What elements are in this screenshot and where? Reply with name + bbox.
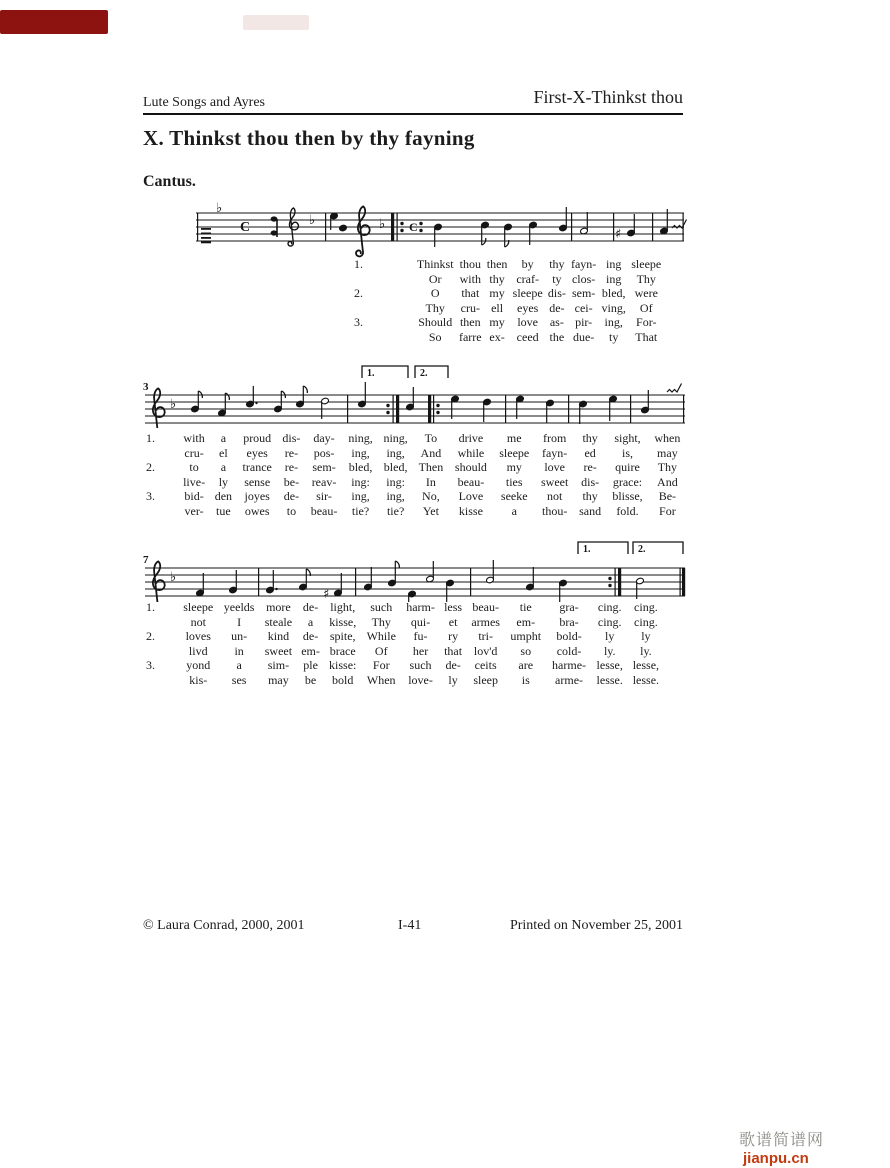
lyric-syllable: Thy (636, 271, 656, 286)
lyric-row (352, 286, 664, 301)
lyric-row (352, 301, 664, 316)
lyric-syllable: sim- (267, 658, 290, 672)
lyric-syllable: live- (183, 474, 206, 489)
lyric-syllable: thy (582, 489, 598, 503)
lyric-syllable: ing, (386, 489, 405, 503)
site-watermark-name: 歌谱简谱网 (739, 1132, 825, 1149)
lyric-syllable: a (220, 431, 227, 445)
lyric-row (144, 504, 686, 519)
lyric-syllable: Thinkst (416, 257, 454, 271)
lyric-syllable: In (425, 474, 436, 489)
lyric-syllable: should (454, 460, 487, 474)
lyric-syllable: dis- (581, 474, 600, 489)
lyric-syllable: a (236, 658, 242, 672)
lyric-syllable: livd (188, 643, 208, 658)
lyric-syllable: ly (641, 629, 651, 643)
lyric-syllable: ly. (640, 643, 652, 658)
lyric-syllable: lov'd (473, 643, 498, 658)
lyric-syllable: bled, (601, 286, 626, 300)
lyric-syllable: thou (459, 257, 481, 271)
sharp-icon: ♯ (323, 587, 330, 602)
lyric-syllable: sense (244, 474, 271, 489)
lyric-row (144, 431, 686, 446)
lyric-syllable: Of (374, 643, 388, 658)
lyric-syllable: yond (186, 658, 211, 672)
lyric-syllable: thou- (541, 503, 568, 518)
lyric-syllable: owes (244, 503, 270, 518)
verse-number (144, 615, 178, 630)
time-signature: C (409, 220, 418, 234)
flat-icon: ♭ (216, 201, 223, 216)
lyric-syllable: armes (471, 614, 500, 629)
lyric-syllable: ties (505, 474, 523, 489)
lyric-syllable: not (190, 614, 206, 629)
treble-clef-icon (356, 206, 370, 256)
lyric-syllable: that (461, 286, 480, 300)
lyric-syllable: qui- (410, 614, 431, 629)
lyric-syllable: by (521, 257, 534, 271)
lyric-syllable: No, (422, 489, 440, 503)
flat-icon: ♭ (309, 213, 316, 228)
lyric-syllable: bold (332, 672, 354, 687)
footer-printed-date: Printed on November 25, 2001 (509, 918, 683, 933)
lyric-row (144, 644, 664, 659)
verse-block-2 (144, 431, 686, 518)
lyric-syllable: seeke (500, 489, 528, 503)
lyric-syllable: de- (302, 600, 319, 614)
footer-copyright: © Laura Conrad, 2000, 2001 (143, 918, 305, 933)
lyric-syllable: love (517, 315, 538, 329)
verse-block-1 (352, 257, 664, 344)
lyric-syllable: While (366, 629, 396, 643)
lyric-syllable: steale (264, 614, 293, 629)
lyric-syllable: eyes (517, 300, 539, 315)
lyric-row (144, 629, 664, 644)
lyric-syllable: de- (445, 658, 461, 672)
lyric-syllable: the (549, 329, 565, 344)
lyric-syllable: drive (458, 431, 484, 445)
lyric-syllable: then (459, 315, 481, 329)
lyric-syllable: fu- (413, 629, 428, 643)
lyric-syllable: harm- (406, 600, 435, 614)
verse-number (144, 446, 178, 461)
lyric-syllable: kisse (458, 503, 483, 518)
verse-number: 3. (146, 658, 155, 672)
lyric-syllable: light, (330, 600, 356, 614)
site-watermark (739, 1127, 890, 1168)
lyric-syllable: den (214, 489, 233, 503)
lyric-syllable: gra- (559, 600, 579, 614)
lyric-row (144, 658, 664, 673)
lyric-syllable: is, (621, 445, 633, 460)
lyric-syllable: day- (313, 431, 335, 445)
watermark-corner-fragment (243, 15, 309, 30)
lyric-syllable: pos- (313, 445, 335, 460)
lyric-syllable: ceed (516, 329, 539, 344)
verse-number: 2. (146, 629, 155, 643)
treble-clef-icon (151, 388, 165, 428)
lyric-syllable: When (366, 672, 396, 687)
lyric-syllable: while (457, 445, 485, 460)
lyric-syllable: to (189, 460, 199, 474)
lyric-syllable: my (489, 315, 505, 329)
lyric-syllable: fayn- (541, 445, 568, 460)
lyric-syllable: Or (428, 271, 442, 286)
measure-number: 7 (143, 554, 149, 566)
lyric-syllable: blisse, (612, 489, 643, 503)
lyric-syllable: bid- (184, 489, 204, 503)
lyric-syllable: So (428, 329, 442, 344)
lyric-syllable: ty (552, 271, 562, 286)
lyric-syllable: more (266, 600, 291, 614)
lyric-syllable: re- (284, 460, 299, 474)
lyric-syllable: sir- (316, 489, 332, 503)
lyric-syllable: Yet (422, 503, 439, 518)
verse-number: 1. (146, 431, 155, 445)
lyric-syllable: ceits (474, 658, 497, 672)
lyric-syllable: beau- (457, 474, 485, 489)
verse-block-3 (144, 600, 664, 687)
lyric-syllable: I (237, 614, 242, 629)
lyric-syllable: ly (448, 672, 458, 687)
lyric-syllable: ning, (383, 431, 408, 445)
lyric-syllable: so (520, 643, 532, 658)
lyric-syllable: is (521, 672, 530, 687)
lyric-syllable: love- (408, 672, 433, 687)
lyric-syllable: lesse, (596, 658, 623, 672)
lyric-syllable: love (544, 460, 565, 474)
lyric-syllable: bold- (556, 629, 582, 643)
lyric-syllable: kisse: (329, 658, 357, 672)
lyric-syllable: ing, (351, 489, 370, 503)
lyric-syllable: cru- (184, 445, 204, 460)
lyric-syllable: For (659, 503, 676, 518)
lyric-syllable: kind (267, 629, 290, 643)
lyric-syllable: Thy (425, 300, 445, 315)
lyric-row (352, 330, 664, 345)
watermark-corner-block (0, 10, 108, 34)
lyric-syllable: cing. (634, 600, 658, 614)
lyric-syllable: That (635, 329, 658, 344)
lyric-syllable: that (444, 643, 463, 658)
lyric-syllable: ing (606, 257, 622, 271)
lyric-syllable: fayn- (570, 257, 597, 271)
verse-number: 2. (146, 460, 155, 474)
lyric-syllable: arme- (555, 672, 584, 687)
lyric-syllable: may (657, 445, 678, 460)
verse-number: 1. (146, 600, 155, 614)
volta-label: 1. (583, 544, 591, 555)
lyric-syllable: bled, (383, 460, 408, 474)
lyric-syllable: grace: (612, 474, 643, 489)
music-system-2 (140, 360, 690, 428)
lyric-syllable: when (654, 431, 681, 445)
lyric-syllable: proud (243, 431, 272, 445)
lyric-syllable: as- (549, 315, 564, 329)
lyric-syllable: de- (549, 300, 565, 315)
lyric-syllable: cei- (574, 300, 593, 315)
lyric-syllable: thy (549, 257, 565, 271)
lyric-syllable: re- (583, 460, 597, 474)
lyric-syllable: For (372, 658, 390, 672)
lyric-syllable: to (286, 503, 297, 518)
measure-number: 3 (143, 381, 149, 393)
lyric-syllable: a (220, 460, 227, 474)
verse-number (144, 673, 178, 688)
lyric-syllable: eyes (246, 445, 268, 460)
lyric-syllable: kis- (189, 672, 208, 687)
lyric-syllable: cing. (597, 600, 622, 614)
lyric-syllable: my (506, 460, 522, 474)
lyric-syllable: tie? (351, 503, 370, 518)
lyric-syllable: joyes (244, 489, 270, 503)
lyric-syllable: spite, (329, 629, 356, 643)
lyric-syllable: el (219, 445, 228, 460)
page-title: X. Thinkst thou then by thy fayning (143, 126, 475, 150)
lyric-syllable: such (409, 658, 432, 672)
lyric-syllable: ver- (184, 503, 204, 518)
lyric-syllable: Of (639, 300, 653, 315)
lyric-syllable: And (420, 445, 442, 460)
verse-number: 2. (354, 286, 363, 300)
lyric-row (352, 315, 664, 330)
lyric-syllable: Should (418, 315, 453, 329)
lyric-syllable: ing, (386, 445, 405, 460)
lyric-syllable: ty (609, 329, 619, 344)
lyric-syllable: with (459, 271, 481, 286)
lyric-syllable: ning, (348, 431, 373, 445)
lyric-syllable: bra- (559, 614, 579, 629)
verse-number (144, 475, 178, 490)
lyric-syllable: were (634, 286, 658, 300)
lyric-syllable: Love (458, 489, 484, 503)
lyric-syllable: cru- (460, 300, 480, 315)
lyric-syllable: sleepe (512, 286, 543, 300)
lyric-row (144, 673, 664, 688)
lyric-syllable: lesse. (632, 672, 660, 687)
lyric-syllable: may (268, 672, 289, 687)
lyric-syllable: cing. (634, 614, 658, 629)
lyric-syllable: et (448, 614, 458, 629)
lyric-syllable: And (657, 474, 678, 489)
lyric-syllable: sleepe (631, 257, 662, 271)
header-rule (143, 113, 683, 115)
lyric-syllable: ell (491, 300, 504, 315)
lyric-syllable: farre (458, 329, 482, 344)
lyric-syllable: ed (584, 445, 596, 460)
lyric-syllable: from (542, 431, 567, 445)
music-system-3 (140, 536, 690, 602)
lyric-syllable: lesse. (596, 672, 623, 687)
site-watermark-url: jianpu.cn (743, 1150, 809, 1167)
lyric-syllable: kisse, (329, 614, 357, 629)
verse-number: 3. (354, 315, 363, 329)
lyric-syllable: thy (582, 431, 598, 445)
lyric-syllable: loves (185, 629, 211, 643)
lyric-syllable: ing, (351, 445, 370, 460)
running-header-right: First-X-Thinkst thou (533, 87, 683, 107)
lyric-syllable: cing. (597, 614, 622, 629)
lyric-syllable: due- (572, 329, 595, 344)
volta-label: 1. (367, 368, 375, 379)
lyric-syllable: thy (489, 271, 505, 286)
lyric-syllable: sleep (473, 672, 498, 687)
time-signature: C (240, 220, 251, 235)
lyric-syllable: un- (231, 629, 248, 643)
lyric-syllable: sight, (614, 431, 641, 445)
lyric-row (144, 600, 664, 615)
lyric-syllable: reav- (311, 474, 337, 489)
lyric-table (144, 431, 686, 518)
lyric-syllable: trance (242, 460, 272, 474)
lyric-row (352, 257, 664, 272)
custos-icon (667, 384, 682, 393)
lyric-row (144, 615, 664, 630)
lyric-row (144, 489, 686, 504)
verse-number (352, 330, 414, 345)
flat-icon: ♭ (379, 217, 386, 232)
music-system-1 (190, 198, 690, 260)
lyric-syllable: umpht (510, 629, 542, 643)
lyric-syllable: tie (519, 600, 532, 614)
lyric-syllable: in (234, 643, 244, 658)
lyric-syllable: less (444, 600, 463, 614)
lyric-syllable: me (506, 431, 522, 445)
lyric-table (144, 600, 664, 687)
lyric-syllable: tri- (478, 629, 493, 643)
lyric-syllable: Thy (657, 460, 678, 474)
lyric-syllable: bled, (348, 460, 373, 474)
lyric-syllable: craf- (516, 271, 539, 286)
lyric-syllable: her (412, 643, 429, 658)
lyric-syllable: harme- (552, 658, 587, 672)
lyric-syllable: be- (283, 474, 300, 489)
lyric-syllable: a (511, 503, 517, 518)
volta-label: 2. (638, 544, 646, 555)
lyric-syllable: ing (606, 271, 622, 286)
verse-number (144, 504, 178, 519)
lyric-syllable: ses (231, 672, 247, 687)
lyric-syllable: Then (418, 460, 444, 474)
verse-number (144, 644, 178, 659)
lyric-row (352, 272, 664, 287)
lyric-syllable: Thy (371, 614, 391, 629)
lyric-syllable: ving, (601, 300, 626, 315)
lyric-syllable: To (424, 431, 438, 445)
lyric-syllable: sweet (264, 643, 293, 658)
lyric-syllable: yeelds (223, 600, 255, 614)
flat-icon: ♭ (170, 397, 177, 412)
lyric-syllable: then (486, 257, 508, 271)
lyric-syllable: re- (284, 445, 299, 460)
lyric-syllable: sand (579, 503, 602, 518)
lyric-syllable: tie? (386, 503, 405, 518)
lyric-syllable: sweet (540, 474, 569, 489)
verse-number: 3. (146, 489, 155, 503)
lyric-syllable: ly (218, 474, 229, 489)
lyric-syllable: sleepe (499, 445, 530, 460)
verse-number (352, 301, 414, 316)
lyric-syllable: sleepe (183, 600, 214, 614)
lyric-row (144, 460, 686, 475)
lyric-syllable: dis- (282, 431, 301, 445)
lyric-syllable: with (183, 431, 205, 445)
lyric-syllable: O (430, 286, 440, 300)
lyric-syllable: ing: (351, 474, 370, 489)
lyric-syllable: ing, (604, 315, 623, 329)
lyric-syllable: ry (448, 629, 459, 643)
lyric-syllable: fold. (616, 503, 639, 518)
lyric-syllable: be (304, 672, 317, 687)
flat-icon: ♭ (170, 570, 177, 585)
lyric-syllable: clos- (571, 271, 596, 286)
part-label: Cantus. (143, 173, 196, 190)
lyric-syllable: em- (516, 614, 536, 629)
lyric-syllable: de- (302, 629, 319, 643)
lyric-syllable: lesse, (632, 658, 660, 672)
lyric-row (144, 446, 686, 461)
lyric-syllable: ly (605, 629, 615, 643)
lyric-syllable: a (307, 614, 314, 629)
verse-number: 1. (354, 257, 363, 271)
lyric-syllable: sem- (312, 460, 336, 474)
lyric-syllable: sem- (571, 286, 596, 300)
lyric-syllable: Be- (658, 489, 677, 503)
lyric-syllable: dis- (547, 286, 566, 300)
lyric-syllable: beau- (472, 600, 499, 614)
lyric-syllable: beau- (310, 503, 338, 518)
lyric-syllable: brace (329, 643, 356, 658)
running-header-left: Lute Songs and Ayres (143, 95, 265, 110)
lyric-syllable: ple (303, 658, 318, 672)
lyric-syllable: em- (301, 643, 320, 658)
note-head (339, 224, 348, 231)
lyric-syllable: pir- (575, 315, 593, 329)
lyric-syllable: For- (636, 315, 657, 329)
lyric-syllable: tue (216, 503, 231, 518)
lyric-syllable: such (370, 600, 393, 614)
lyric-syllable: quire (615, 460, 640, 474)
lyric-table (352, 257, 664, 344)
lyric-syllable: ly. (603, 643, 616, 658)
sharp-icon: ♯ (615, 227, 622, 242)
lyric-syllable: ing: (386, 474, 405, 489)
footer-page-number: I-41 (398, 918, 422, 933)
lyric-syllable: ex- (489, 329, 505, 344)
lyric-syllable: my (489, 286, 505, 300)
volta-label: 2. (420, 368, 428, 379)
lyric-syllable: not (546, 489, 563, 503)
lyric-syllable: cold- (556, 643, 582, 658)
lyric-row (144, 475, 686, 490)
lyric-syllable: are (518, 658, 534, 672)
verse-number (352, 272, 414, 287)
lyric-syllable: de- (283, 489, 300, 503)
